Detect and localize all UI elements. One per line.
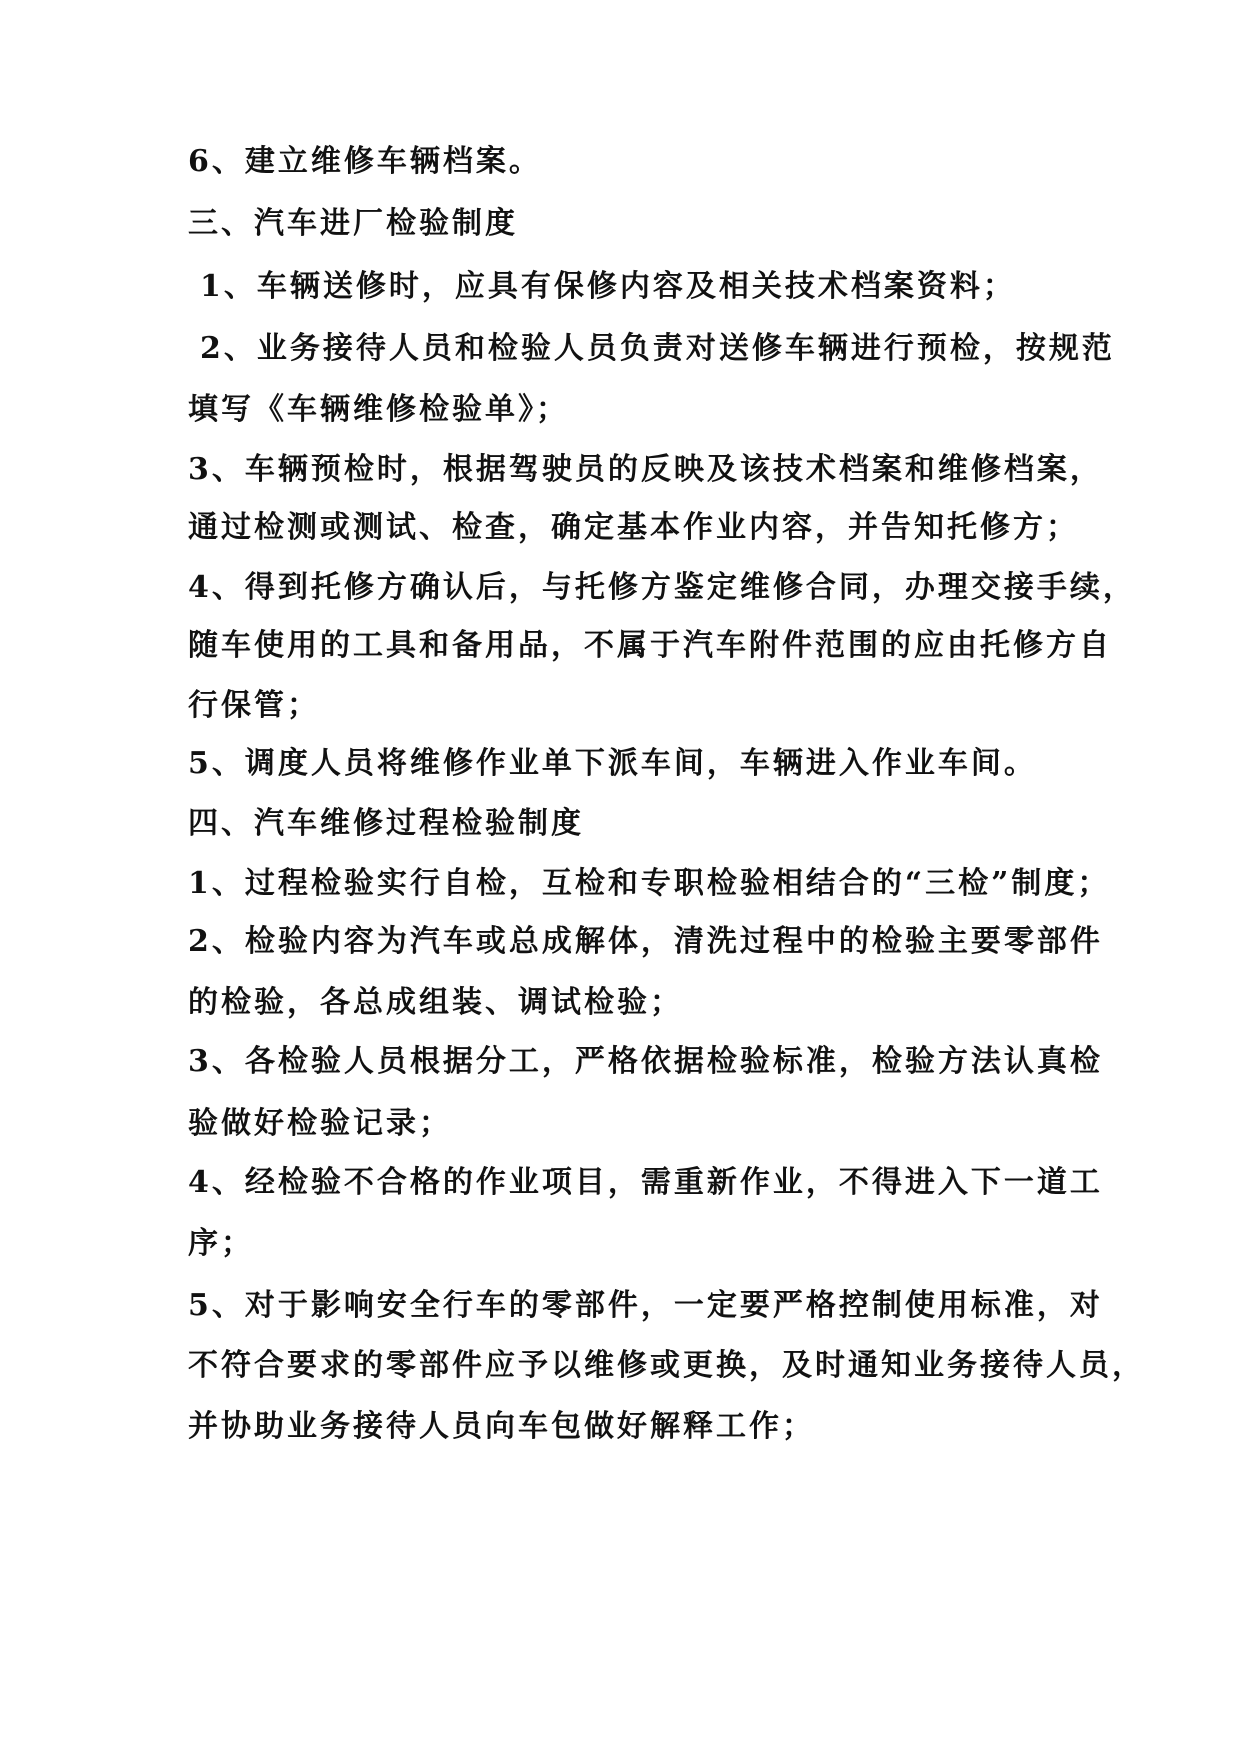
text-line: 的检验，各总成组装、调试检验；: [188, 985, 683, 1020]
text-line: 1、车辆送修时，应具有保修内容及相关技术档案资料；: [200, 269, 1016, 304]
text-line: 不符合要求的零部件应予以维修或更换，及时通知业务接待人员，: [188, 1348, 1145, 1383]
text-line: 6、建立维修车辆档案。: [188, 144, 542, 179]
section-heading: 三、汽车进厂检验制度: [188, 206, 518, 241]
text-line: 3、车辆预检时，根据驾驶员的反映及该技术档案和维修档案，: [188, 452, 1103, 487]
text-line: 并协助业务接待人员向车包做好解释工作；: [188, 1409, 815, 1444]
text-line: 验做好检验记录；: [188, 1106, 452, 1141]
text-line: 通过检测或测试、检查，确定基本作业内容，并告知托修方；: [188, 510, 1079, 545]
text-line: 4、得到托修方确认后，与托修方鉴定维修合同，办理交接手续，: [188, 570, 1136, 605]
text-line: 2、业务接待人员和检验人员负责对送修车辆进行预检，按规范: [200, 331, 1115, 366]
text-line: 填写《车辆维修检验单》；: [188, 392, 569, 427]
text-line: 5、对于影响安全行车的零部件，一定要严格控制使用标准，对: [188, 1288, 1103, 1323]
text-line: 2、检验内容为汽车或总成解体，清洗过程中的检验主要零部件: [188, 924, 1103, 959]
text-line: 3、各检验人员根据分工，严格依据检验标准，检验方法认真检: [188, 1044, 1103, 1079]
text-line: 随车使用的工具和备用品，不属于汽车附件范围的应由托修方自: [188, 628, 1112, 663]
text-line: 行保管；: [188, 688, 320, 723]
text-line: 5、调度人员将维修作业单下派车间，车辆进入作业车间。: [188, 746, 1037, 781]
text-line: 1、过程检验实行自检，互检和专职检验相结合的“三检”制度；: [188, 866, 1111, 901]
section-heading: 四、汽车维修过程检验制度: [188, 806, 584, 841]
text-line: 序；: [188, 1226, 254, 1261]
text-line: 4、经检验不合格的作业项目，需重新作业，不得进入下一道工: [188, 1165, 1103, 1200]
